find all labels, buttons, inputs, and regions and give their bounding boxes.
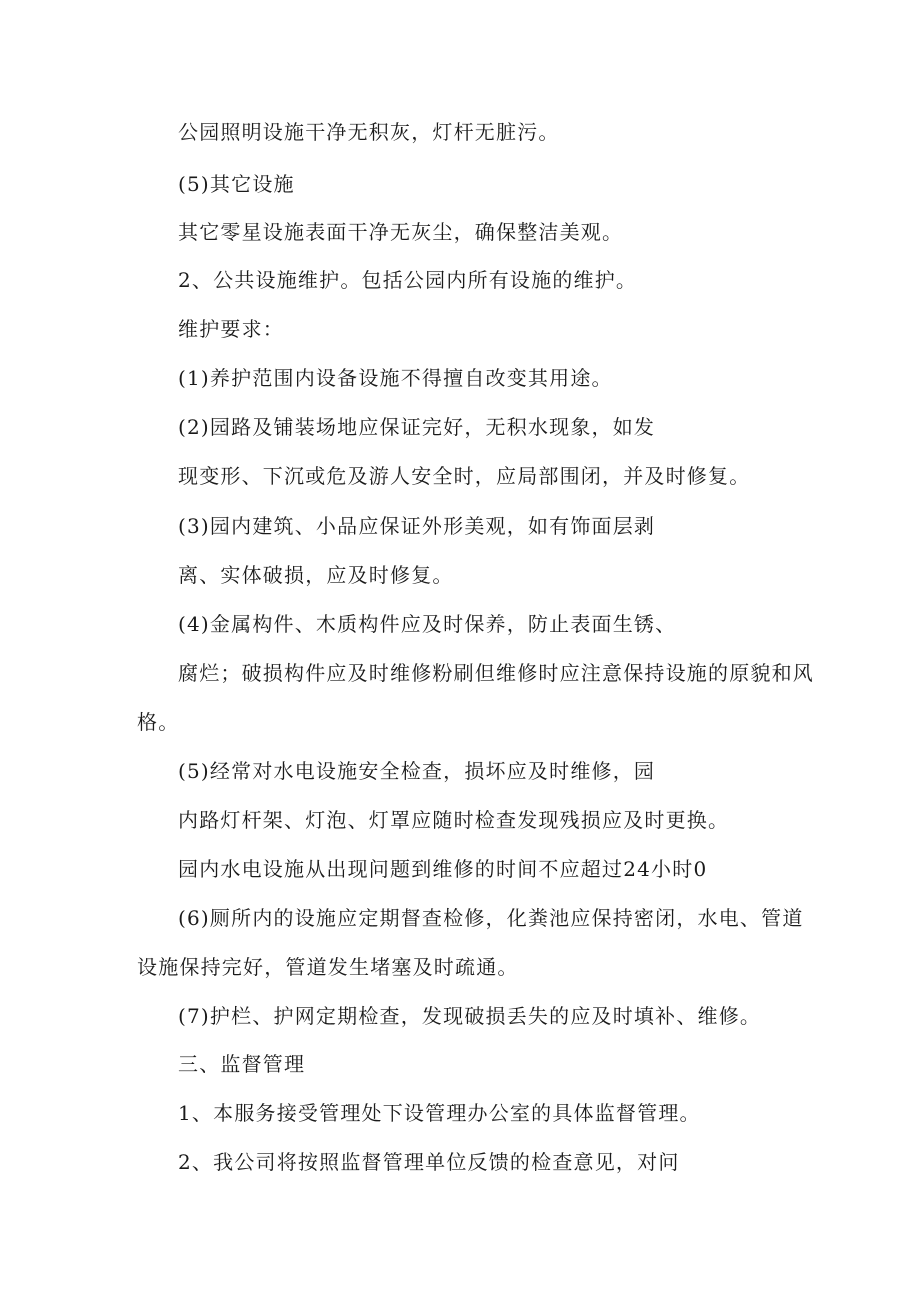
text-line: 离、实体破损，应及时修复。: [178, 563, 454, 587]
text-line: (2)园路及铺装场地应保证完好，无积水现象，如发: [178, 415, 656, 439]
text-line: 内路灯杆架、灯泡、灯罩应随时检查发现残损应及时更换。: [178, 808, 730, 832]
text-line: (6)厕所内的设施应定期督查检修，化粪池应保持密闭，水电、管道: [178, 906, 804, 930]
text-line: 现变形、下沉或危及游人安全时，应局部围闭，并及时修复。: [178, 464, 751, 488]
text-line: 园内水电设施从出现问题到维修的时间不应超过24小时0: [178, 857, 708, 881]
text-line: 格。: [137, 710, 180, 734]
text-line: (5)经常对水电设施安全检查，损坏应及时维修，园: [178, 759, 656, 783]
text-line: (3)园内建筑、小品应保证外形美观，如有饰面层剥: [178, 514, 656, 538]
text-line: (5)其它设施: [178, 172, 295, 196]
text-line: 腐烂；破损构件应及时维修粉刷但维修时应注意保持设施的原貌和风: [178, 661, 814, 685]
text-line: (7)护栏、护网定期检查，发现破损丢失的应及时填补、维修。: [178, 1004, 762, 1028]
section-heading: 三、监督管理: [178, 1052, 306, 1076]
text-line: 维护要求：: [178, 317, 284, 341]
text-line: (4)金属构件、木质构件应及时保养，防止表面生锈、: [178, 612, 677, 636]
text-line: 设施保持完好，管道发生堵塞及时疏通。: [137, 955, 519, 979]
text-line: 2、公共设施维护。包括公园内所有设施的维护。: [178, 268, 638, 292]
text-line: 1、本服务接受管理处下设管理办公室的具体监督管理。: [178, 1101, 701, 1125]
text-line: 2、我公司将按照监督管理单位反馈的检查意见，对问: [178, 1150, 680, 1174]
text-line: 其它零星设施表面干净无灰尘，确保整洁美观。: [178, 220, 624, 244]
text-line: (1)养护范围内设备设施不得擅自改变其用途。: [178, 366, 613, 390]
text-line: 公园照明设施干净无积灰，灯杆无脏污。: [178, 120, 560, 144]
